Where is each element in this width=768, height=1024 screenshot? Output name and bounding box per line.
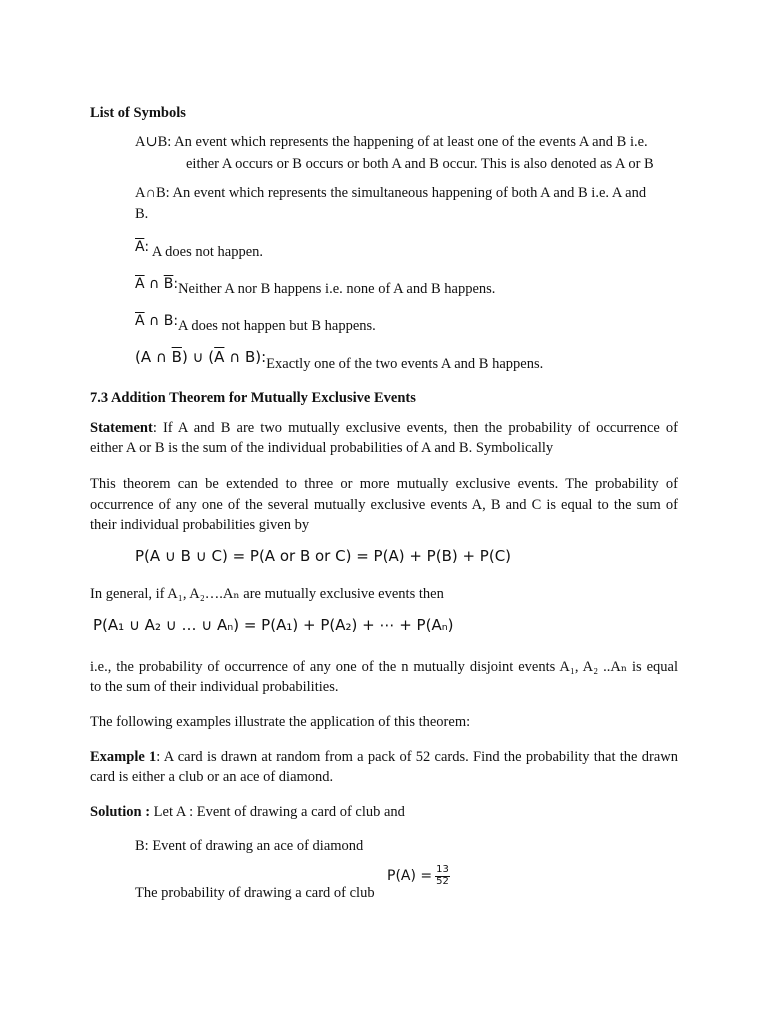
solution-line — [90, 805, 405, 820]
exactly-one-text: Exactly one of the two events A and B happens. — [266, 356, 544, 372]
example-1-text: : A card is drawn at random from a pack of 52 cards. Find the probability that the drawn — [156, 749, 678, 765]
neither-definition — [135, 276, 496, 297]
disjoint-explanation-line-2: to the sum of their individual probabilities. — [90, 679, 339, 695]
example-1-line-1 — [90, 749, 678, 766]
union-definition-line-2: either A occurs or B occurs or both A and B occur. This is also denoted as A or B — [186, 156, 654, 172]
neither-text: Neither A nor B happens i.e. none of A and B happens. — [178, 281, 496, 297]
statement-label: Statement — [90, 420, 153, 436]
formula-n-events: P(A₁ ∪ A₂ ∪ … ∪ Aₙ) = P(A₁) + P(A₂) + ⋯ + P(Aₙ) — [93, 616, 454, 634]
union-definition-line-1 — [135, 135, 648, 150]
statement-line-1 — [90, 420, 678, 437]
intersection-definition-line-2: B. — [135, 206, 149, 222]
a-not-b-definition — [135, 313, 376, 334]
statement-text: : If A and B are two mutually exclusive events, then the probability of occurrence of — [152, 420, 678, 436]
union-symbol: A∪B: — [135, 134, 172, 150]
extension-line-1: This theorem can be extended to three or more mutually exclusive events. The probability of — [90, 476, 678, 492]
complement-a-symbol: $\overline{A}$: — [135, 239, 150, 255]
fraction-numerator: 13 — [436, 864, 449, 875]
extension-line-2: occurrence of any one of the several mutually exclusive events A, B and C is equal to the sum of — [90, 497, 678, 513]
intersection-text: An event which represents the simultaneous happening of both A and B i.e. A and — [172, 185, 647, 201]
disjoint-explanation-line-1: i.e., the probability of occurrence of any one of the n mutually disjoint events A₁, A₂ ..Aₙ is equal — [90, 659, 678, 675]
formula-three-events: P(A ∪ B ∪ C) = P(A or B or C) = P(A) + P(B) + P(C) — [135, 547, 512, 565]
exactly-one-symbol: (A ∩ $\overline{B}$) ∪ ($\overline{A}$ ∩ B): — [135, 348, 267, 366]
example-1-label: Example 1 — [90, 749, 157, 765]
solution-text: Let A : Event of drawing a card of club and — [150, 804, 405, 820]
symbols-title: List of Symbols — [90, 105, 186, 121]
intersection-symbol: A∩B: — [135, 185, 170, 201]
fraction-denominator: 52 — [436, 875, 449, 887]
neither-symbol: $\overline{A}$ ∩ $\overline{B}$: — [135, 276, 179, 292]
pa-label: P(A) = — [387, 868, 433, 884]
a-not-b-text: A does not happen but B happens. — [178, 318, 376, 334]
complement-a-definition — [135, 239, 264, 260]
examples-intro: The following examples illustrate the application of this theorem: — [90, 714, 471, 730]
complement-a-text: A does not happen. — [151, 244, 264, 260]
event-b-definition: B: Event of drawing an ace of diamond — [135, 838, 364, 854]
pa-fraction — [435, 865, 450, 887]
intersection-definition-line-1 — [135, 186, 646, 201]
general-case-text: In general, if A₁, A₂….Aₙ are mutually exclusive events then — [90, 586, 444, 602]
club-probability-text: The probability of drawing a card of club — [135, 885, 375, 901]
a-not-b-symbol: $\overline{A}$ ∩ B: — [135, 313, 179, 329]
statement-line-2: either A or B is the sum of the individual probabilities of A and B. Symbolically — [90, 440, 554, 456]
solution-label: Solution : — [90, 804, 151, 820]
exactly-one-definition — [135, 348, 544, 372]
pa-formula — [387, 865, 450, 887]
extension-line-3: their individual probabilities given by — [90, 517, 310, 533]
section-heading: 7.3 Addition Theorem for Mutually Exclusive Events — [90, 390, 416, 406]
union-text: An event which represents the happening of at least one of the events A and B i.e. — [174, 134, 648, 150]
example-1-line-2: card is either a club or an ace of diamond. — [90, 769, 334, 785]
